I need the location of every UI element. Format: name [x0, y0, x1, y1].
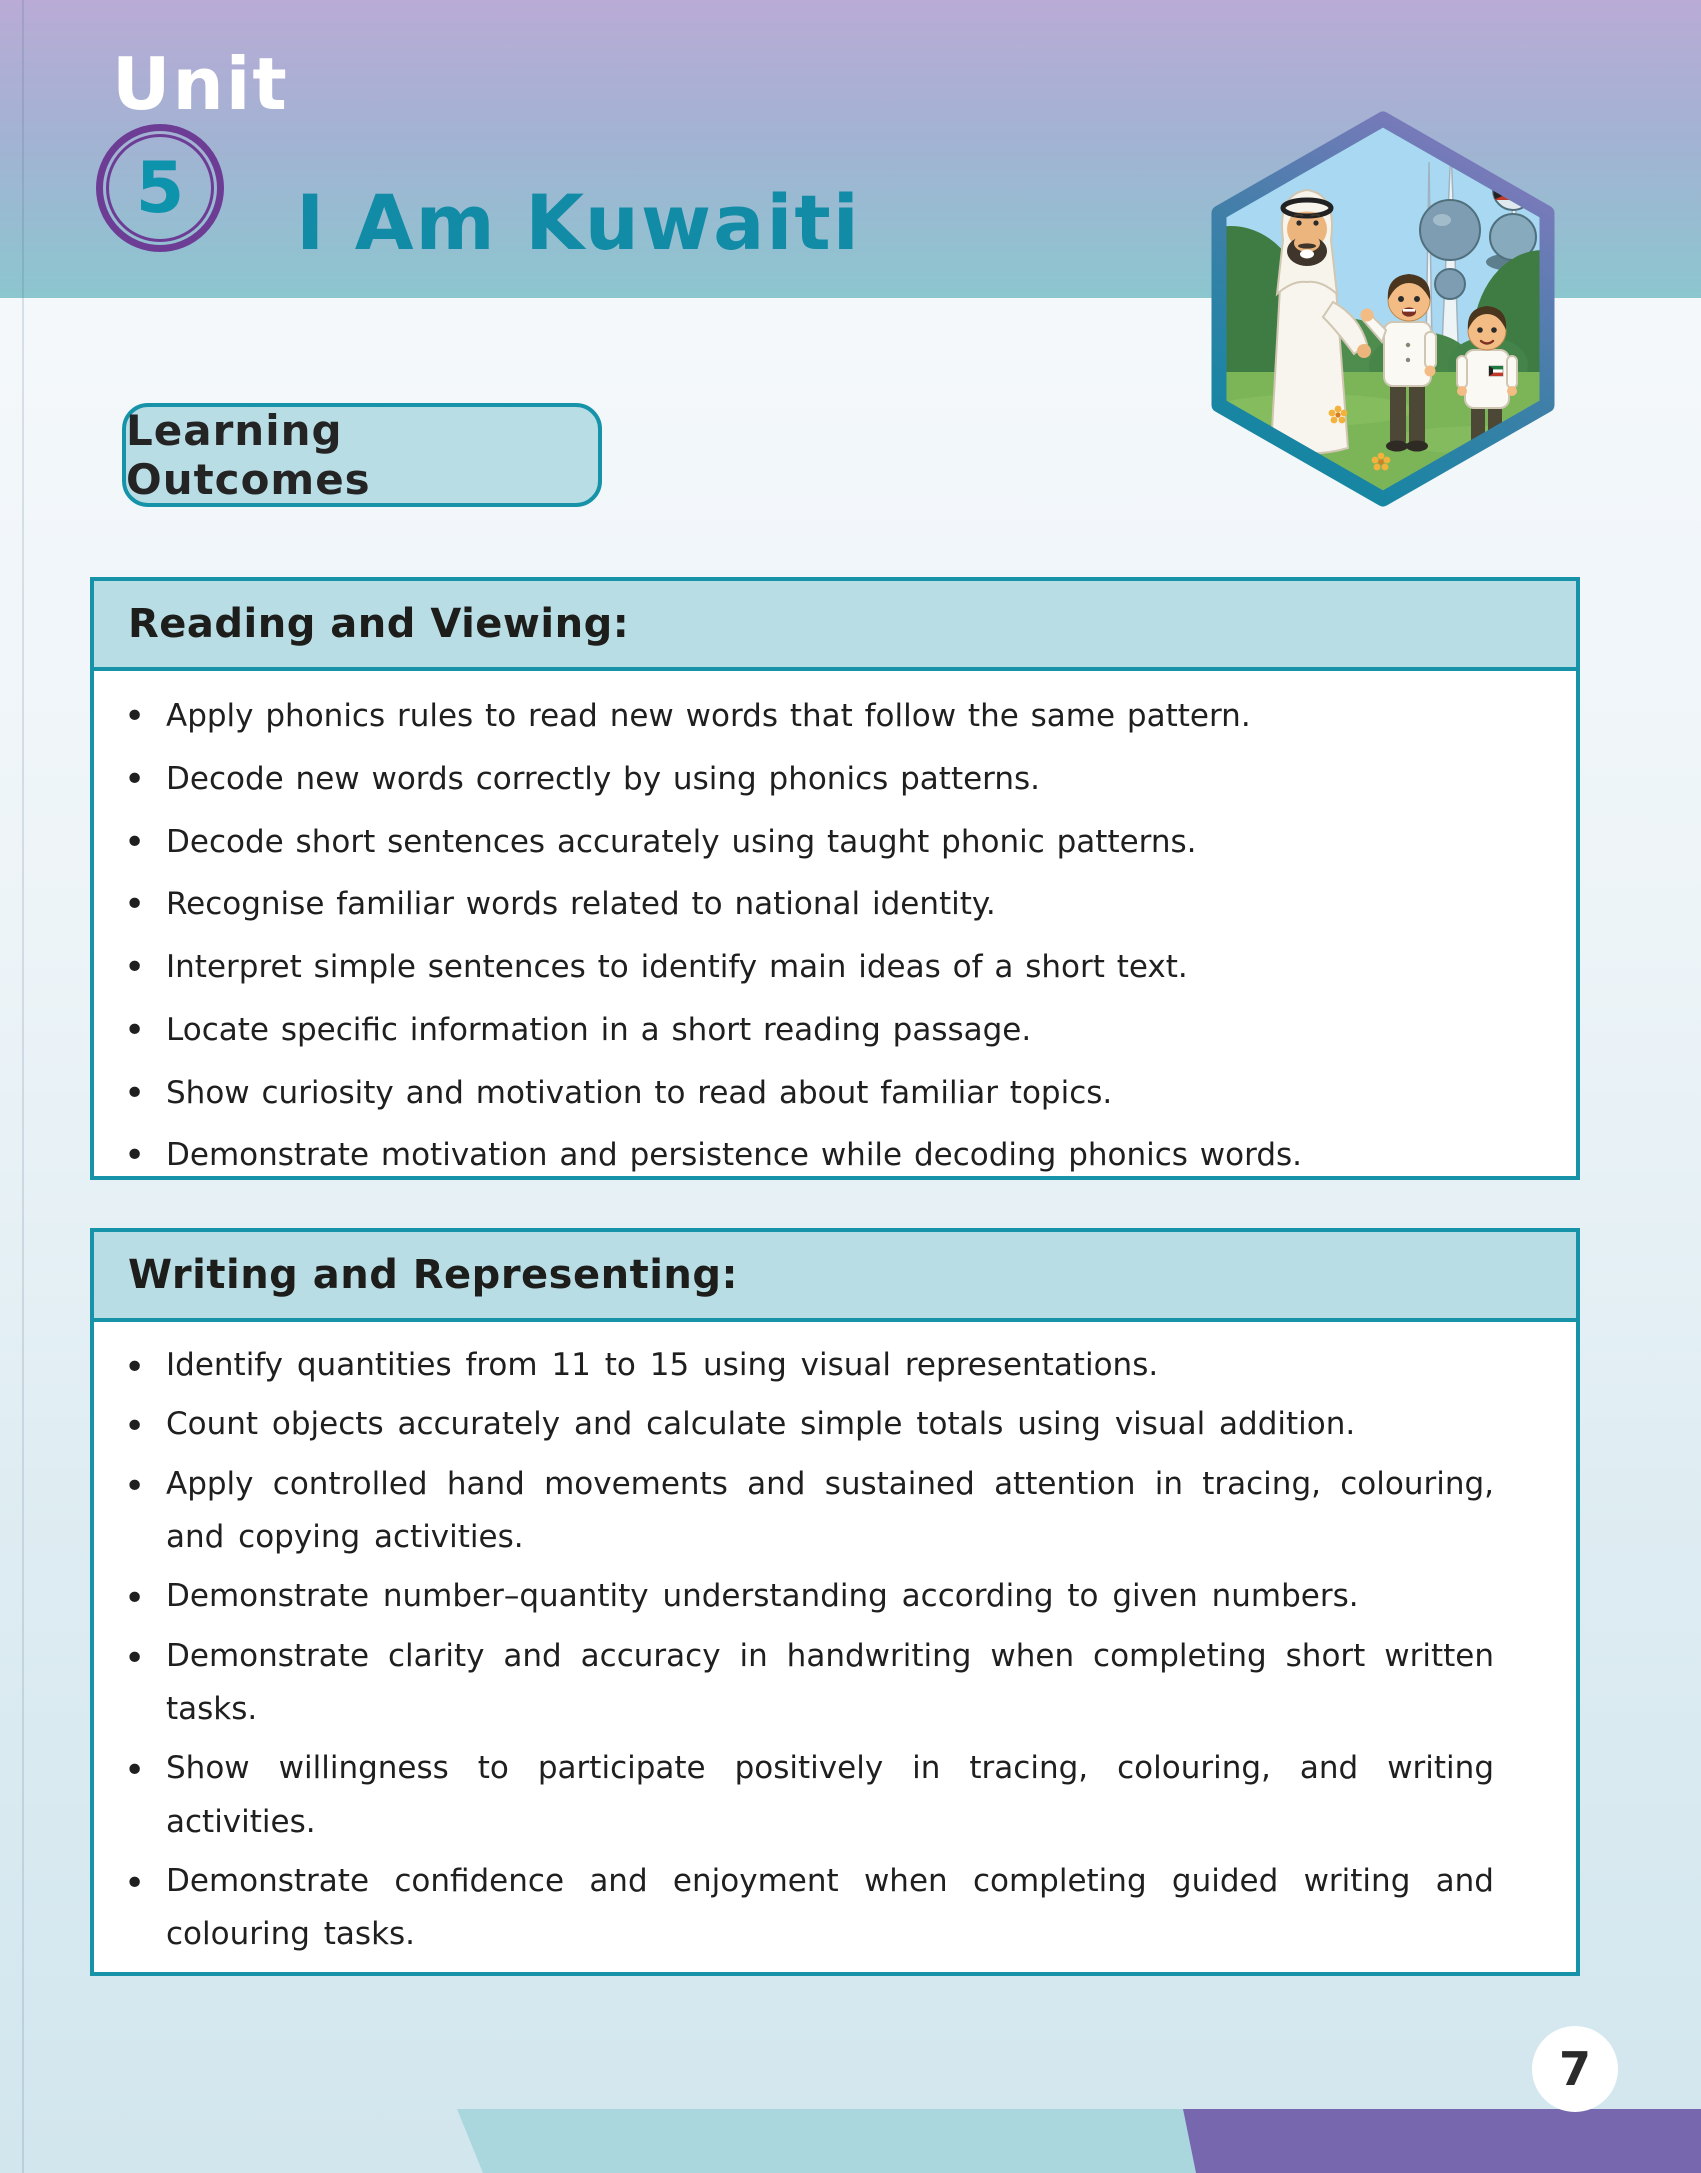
outcome-item: • Show curiosity and motivation to read about familiar topics.: [110, 1062, 1494, 1125]
grass: [1183, 372, 1583, 508]
outcome-item: • Count objects accurately and calculate simple totals using visual addition.: [110, 1395, 1494, 1454]
kuwait-flag-badge: [1489, 366, 1503, 376]
writing-and-representing-box: [90, 1228, 1580, 1976]
unit-number: 5: [135, 147, 185, 229]
writing-and-representing-heading: Writing and Representing:: [94, 1232, 1576, 1322]
learning-outcomes-label: Learning Outcomes: [126, 406, 371, 504]
outcome-item: • Recognise familiar words related to national identity.: [110, 873, 1494, 936]
page-number-circle: [1532, 2026, 1618, 2112]
outcome-item: • Demonstrate motivation and persistence while decoding phonics words.: [110, 1124, 1494, 1187]
outcome-item: • Demonstrate clarity and accuracy in handwriting when completing short written tasks.: [110, 1627, 1494, 1740]
outcome-item: • Decode new words correctly by using phonics patterns.: [110, 748, 1494, 811]
writing-and-representing-list: [94, 1322, 1576, 1972]
unit-illustration: [1183, 110, 1583, 508]
outcome-item: • Apply controlled hand movements and sustained attention in tracing, colouring, and copying activities.: [110, 1455, 1494, 1568]
outcome-item: • Decode short sentences accurately using taught phonic patterns.: [110, 811, 1494, 874]
page-number: 7: [1558, 2042, 1591, 2096]
unit-title: I Am Kuwaiti: [296, 178, 861, 267]
reading-and-viewing-box: [90, 577, 1580, 1180]
learning-outcomes-badge: [122, 403, 602, 507]
outcome-item: • Show willingness to participate positively in tracing, colouring, and writing activities.: [110, 1739, 1494, 1852]
unit-label: Unit: [112, 42, 289, 126]
reading-and-viewing-heading: Reading and Viewing:: [94, 581, 1576, 671]
outcome-item: • Identify quantities from 11 to 15 using visual representations.: [110, 1336, 1494, 1395]
outcome-item: • Apply phonics rules to read new words that follow the same pattern.: [110, 685, 1494, 748]
reading-and-viewing-list: [94, 671, 1576, 1195]
outcome-item: • Locate specific information in a short reading passage.: [110, 999, 1494, 1062]
unit-number-circle: [96, 124, 224, 252]
outcome-item: • Demonstrate confidence and enjoyment when completing guided writing and colouring tasks.: [110, 1852, 1494, 1965]
page-margin-line: [22, 0, 24, 2173]
outcome-item: • Interpret simple sentences to identify main ideas of a short text.: [110, 936, 1494, 999]
outcome-item: • Demonstrate number–quantity understanding according to given numbers.: [110, 1567, 1494, 1626]
